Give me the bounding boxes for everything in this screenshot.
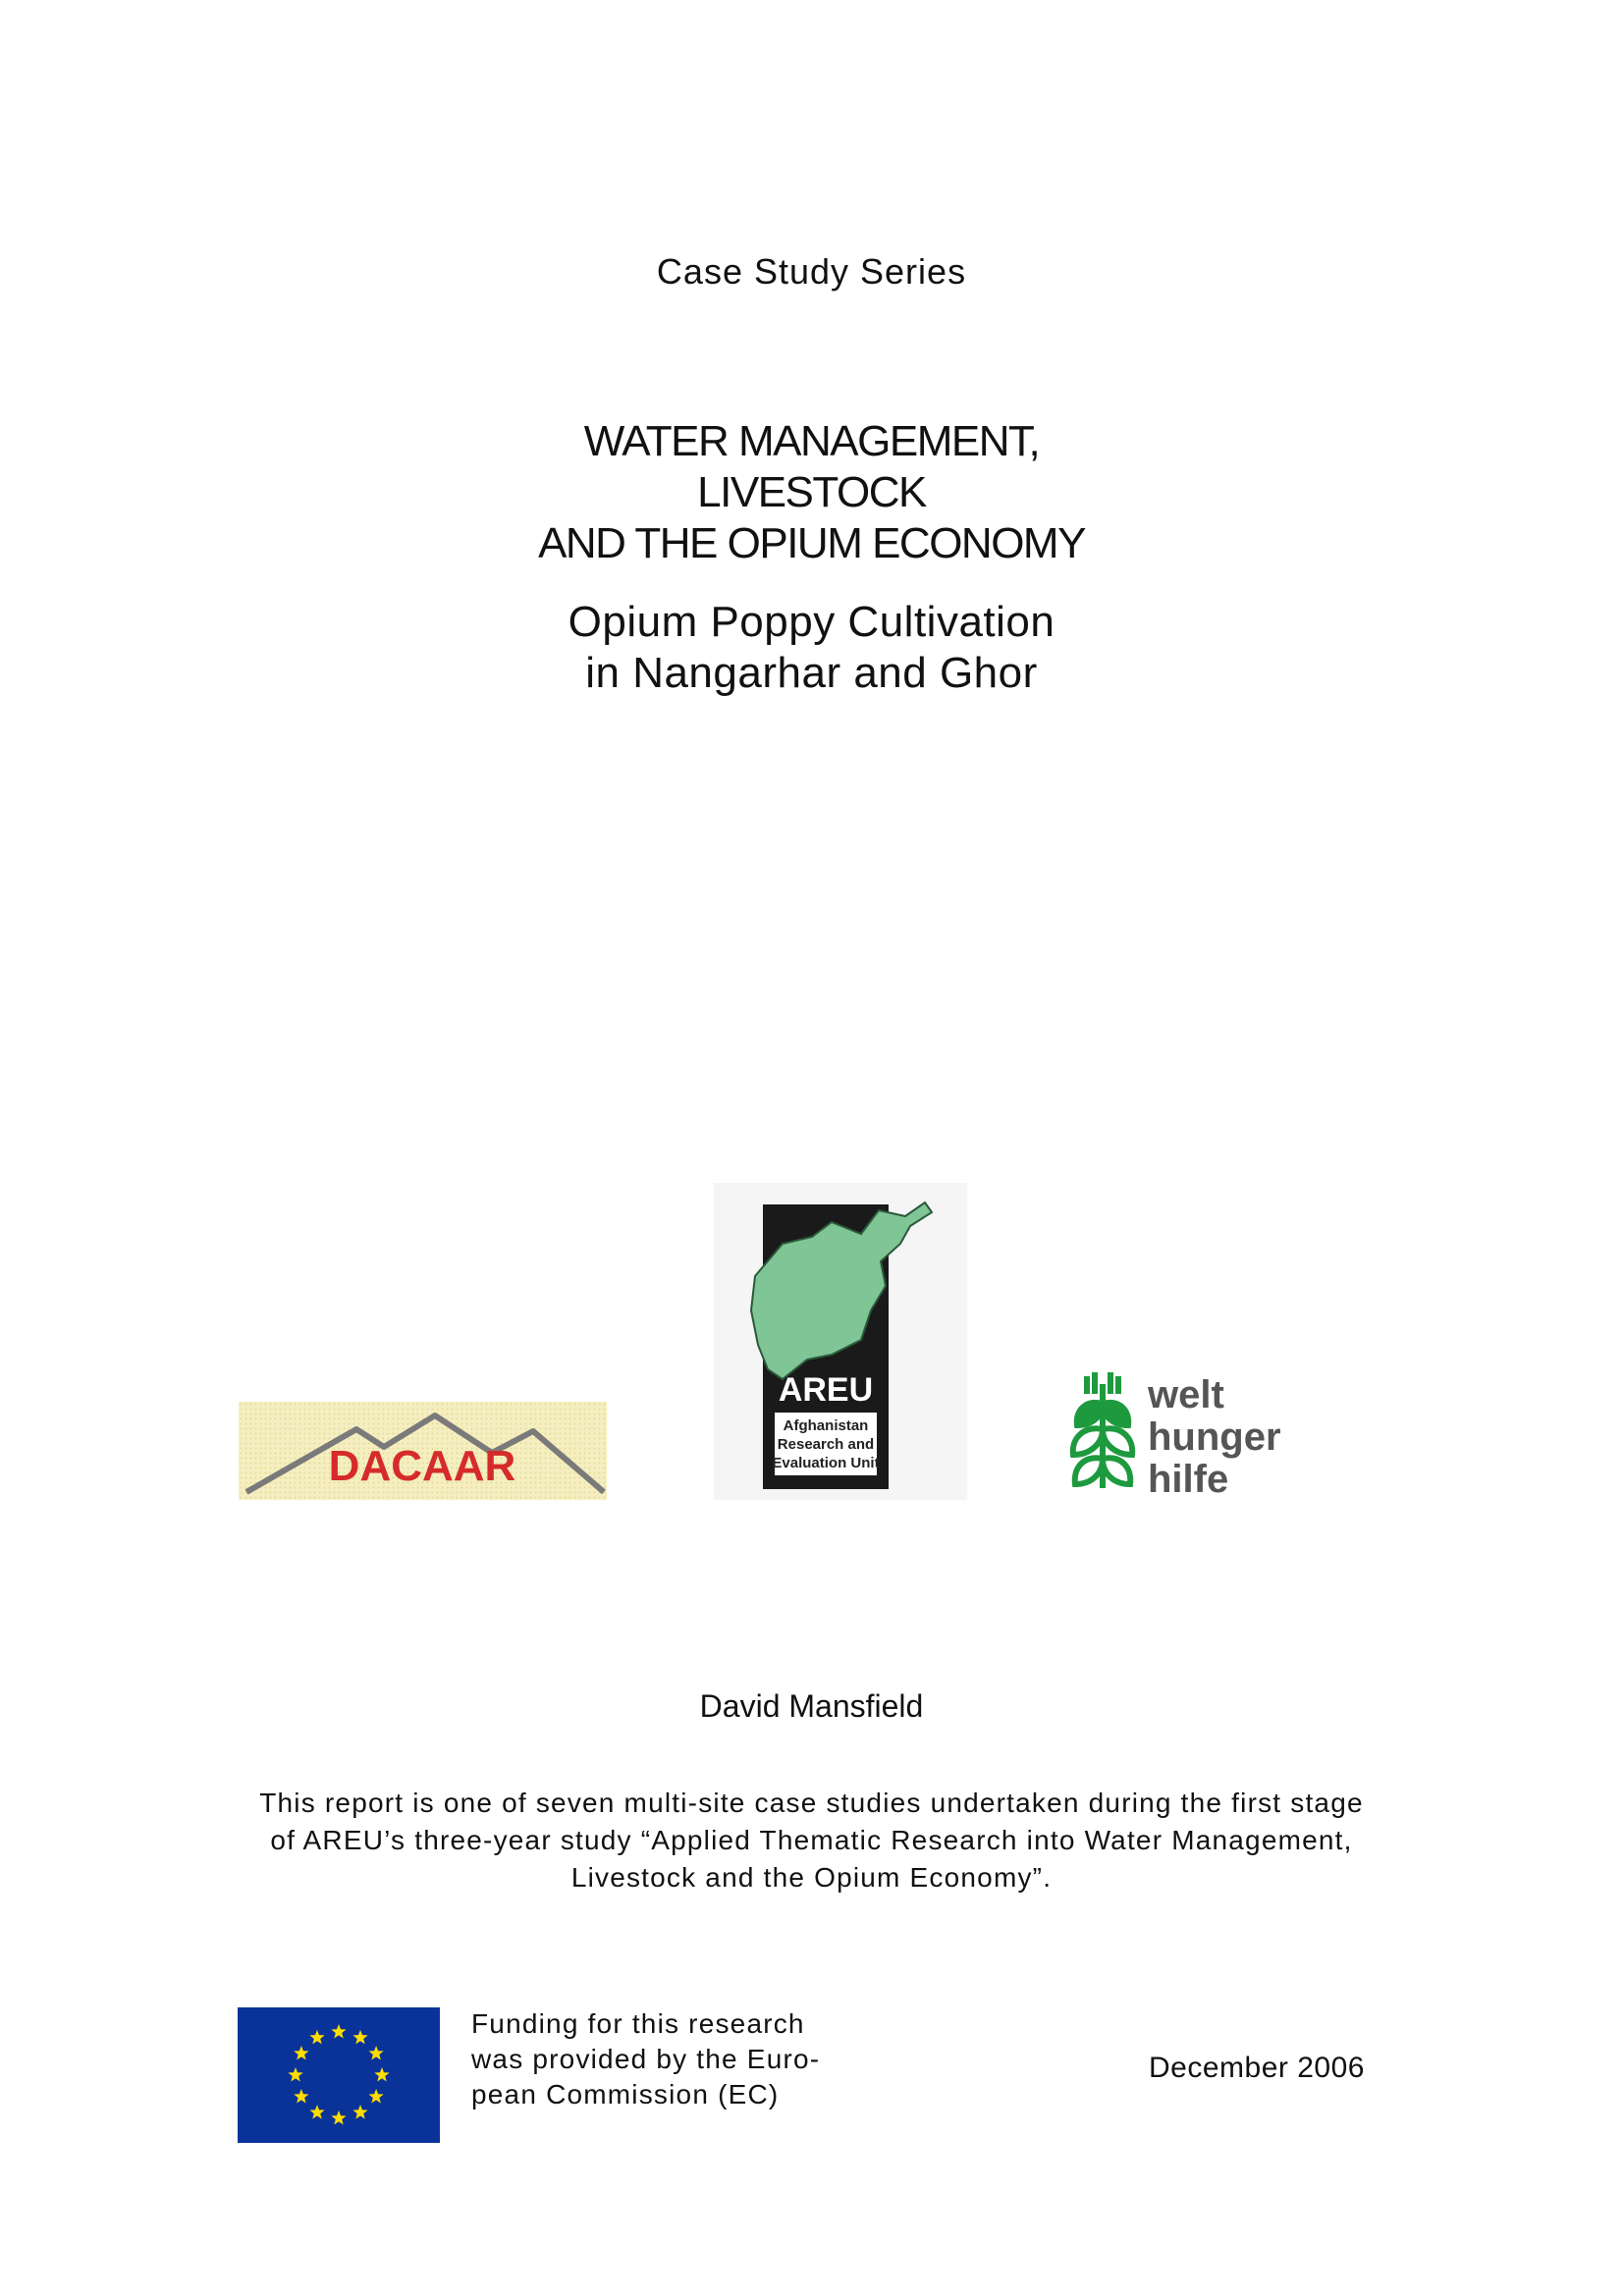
dacaar-logo [239,1402,607,1500]
funding-note [471,2006,864,2112]
areu-logo [714,1183,967,1500]
subtitle-line: in Nangarhar and Ghor [585,649,1038,697]
series-label: Case Study Series [656,251,967,292]
description-line: of AREU’s three-year study “Applied Thematic Research into Water Management, [270,1825,1353,1855]
wheat-emblem-icon [1073,1372,1132,1488]
subtitle-line: Opium Poppy Cultivation [568,598,1055,646]
author-name: David Mansfield [699,1688,924,1724]
funding-line: was provided by the Euro- [471,2044,821,2074]
areu-line3: Evaluation Unit [772,1455,880,1471]
welt-line3: hilfe [1148,1458,1229,1501]
funding-line: pean Commission (EC) [471,2079,780,2109]
report-description [0,1785,1623,1896]
description-line: Livestock and the Opium Economy”. [570,1862,1053,1893]
dacaar-text: DACAAR [328,1442,516,1490]
report-title [0,416,1623,569]
areu-abbr: AREU [778,1371,874,1409]
welt-line2: hunger [1148,1415,1281,1459]
areu-line1: Afghanistan [783,1417,869,1434]
title-line: AND THE OPIUM ECONOMY [538,519,1085,567]
areu-line2: Research and [777,1436,875,1453]
description-line: This report is one of seven multi-site case studies undertaken during the first stage [259,1788,1364,1818]
welthungerhilfe-logo [1065,1364,1321,1502]
welt-line1: welt [1148,1373,1224,1416]
title-line: LIVESTOCK [697,468,926,516]
eu-flag-icon [238,2007,440,2143]
report-subtitle [0,597,1623,699]
funding-line: Funding for this research [471,2008,805,2039]
title-line: WATER MANAGEMENT, [583,417,1040,465]
publication-date: December 2006 [1149,2052,1365,2084]
